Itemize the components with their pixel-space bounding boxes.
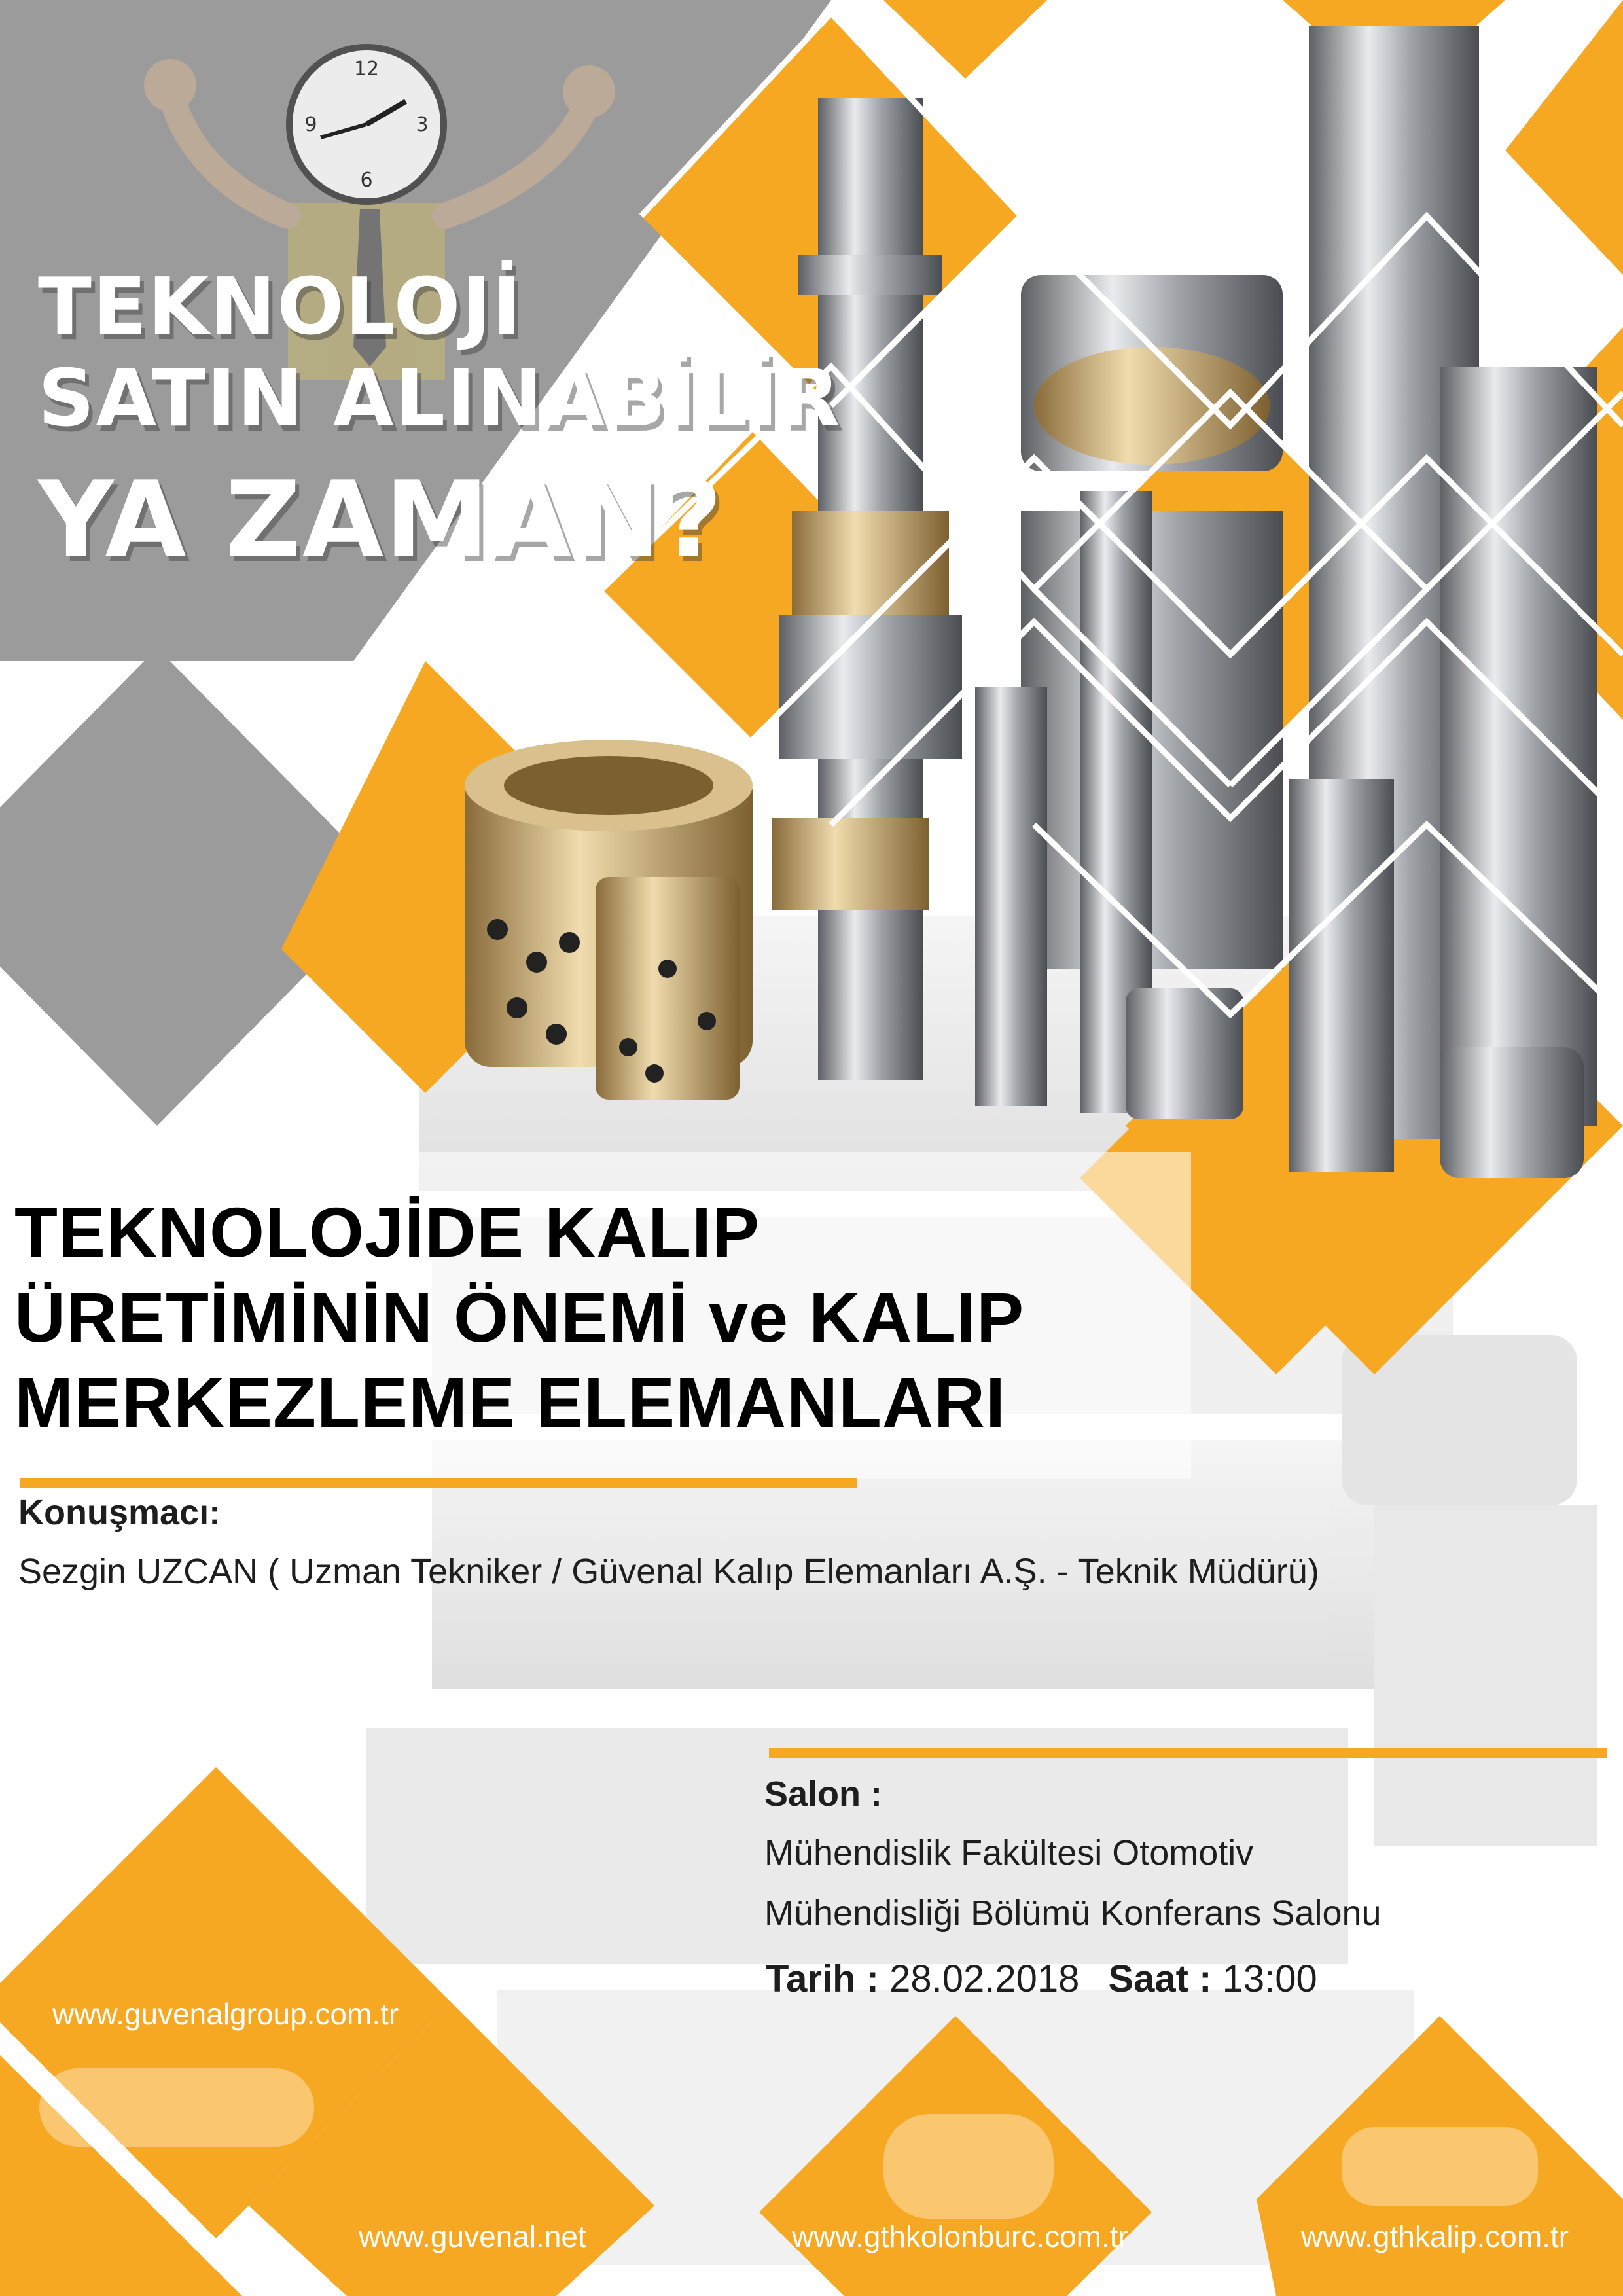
website-guvenalgroup[interactable]: www.guvenalgroup.com.tr [52,1997,399,2031]
svg-text:9: 9 [304,113,317,136]
time-value: 13:00 [1222,1958,1317,2000]
website-gthkolonburc[interactable]: www.gthkolonburc.com.tr [792,2219,1128,2253]
date-label: Tarih : [766,1958,879,2000]
svg-text:3: 3 [416,113,429,136]
hero-line-2: SATIN ALINABİLİR [38,353,842,444]
clock-icon [289,47,444,202]
title-line-3: MERKEZLEME ELEMANLARI [14,1363,1006,1442]
time-label: Saat : [1108,1958,1212,2000]
svg-text:12: 12 [353,58,380,81]
hero-line-3: YA ZAMAN? [38,458,724,581]
date-value: 28.02.2018 [889,1958,1080,2000]
title-line-1: TEKNOLOJİDE KALIP [14,1193,760,1272]
venue-line-2: Mühendisliği Bölümü Konferans Salonu [764,1893,1382,1933]
speaker-label: Konuşmacı: [18,1493,221,1532]
hero-line-1: TEKNOLOJİ [38,262,523,353]
title-line-2: ÜRETİMİNİN ÖNEMİ ve KALIP [14,1278,1025,1357]
title-divider [20,1478,857,1488]
svg-text:6: 6 [360,169,373,192]
venue-label: Salon : [764,1774,883,1814]
venue-line-1: Mühendislik Fakültesi Otomotiv [764,1833,1254,1873]
schedule-row [766,1957,1317,2001]
website-gthkalip[interactable]: www.gthkalip.com.tr [1301,2219,1569,2253]
website-guvenal[interactable]: www.guvenal.net [359,2219,586,2253]
speaker-name: Sezgin UZCAN ( Uzman Tekniker / Güvenal Kalıp Elemanları A.Ş. - Teknik Müdürü) [18,1552,1319,1591]
venue-divider [769,1748,1607,1758]
